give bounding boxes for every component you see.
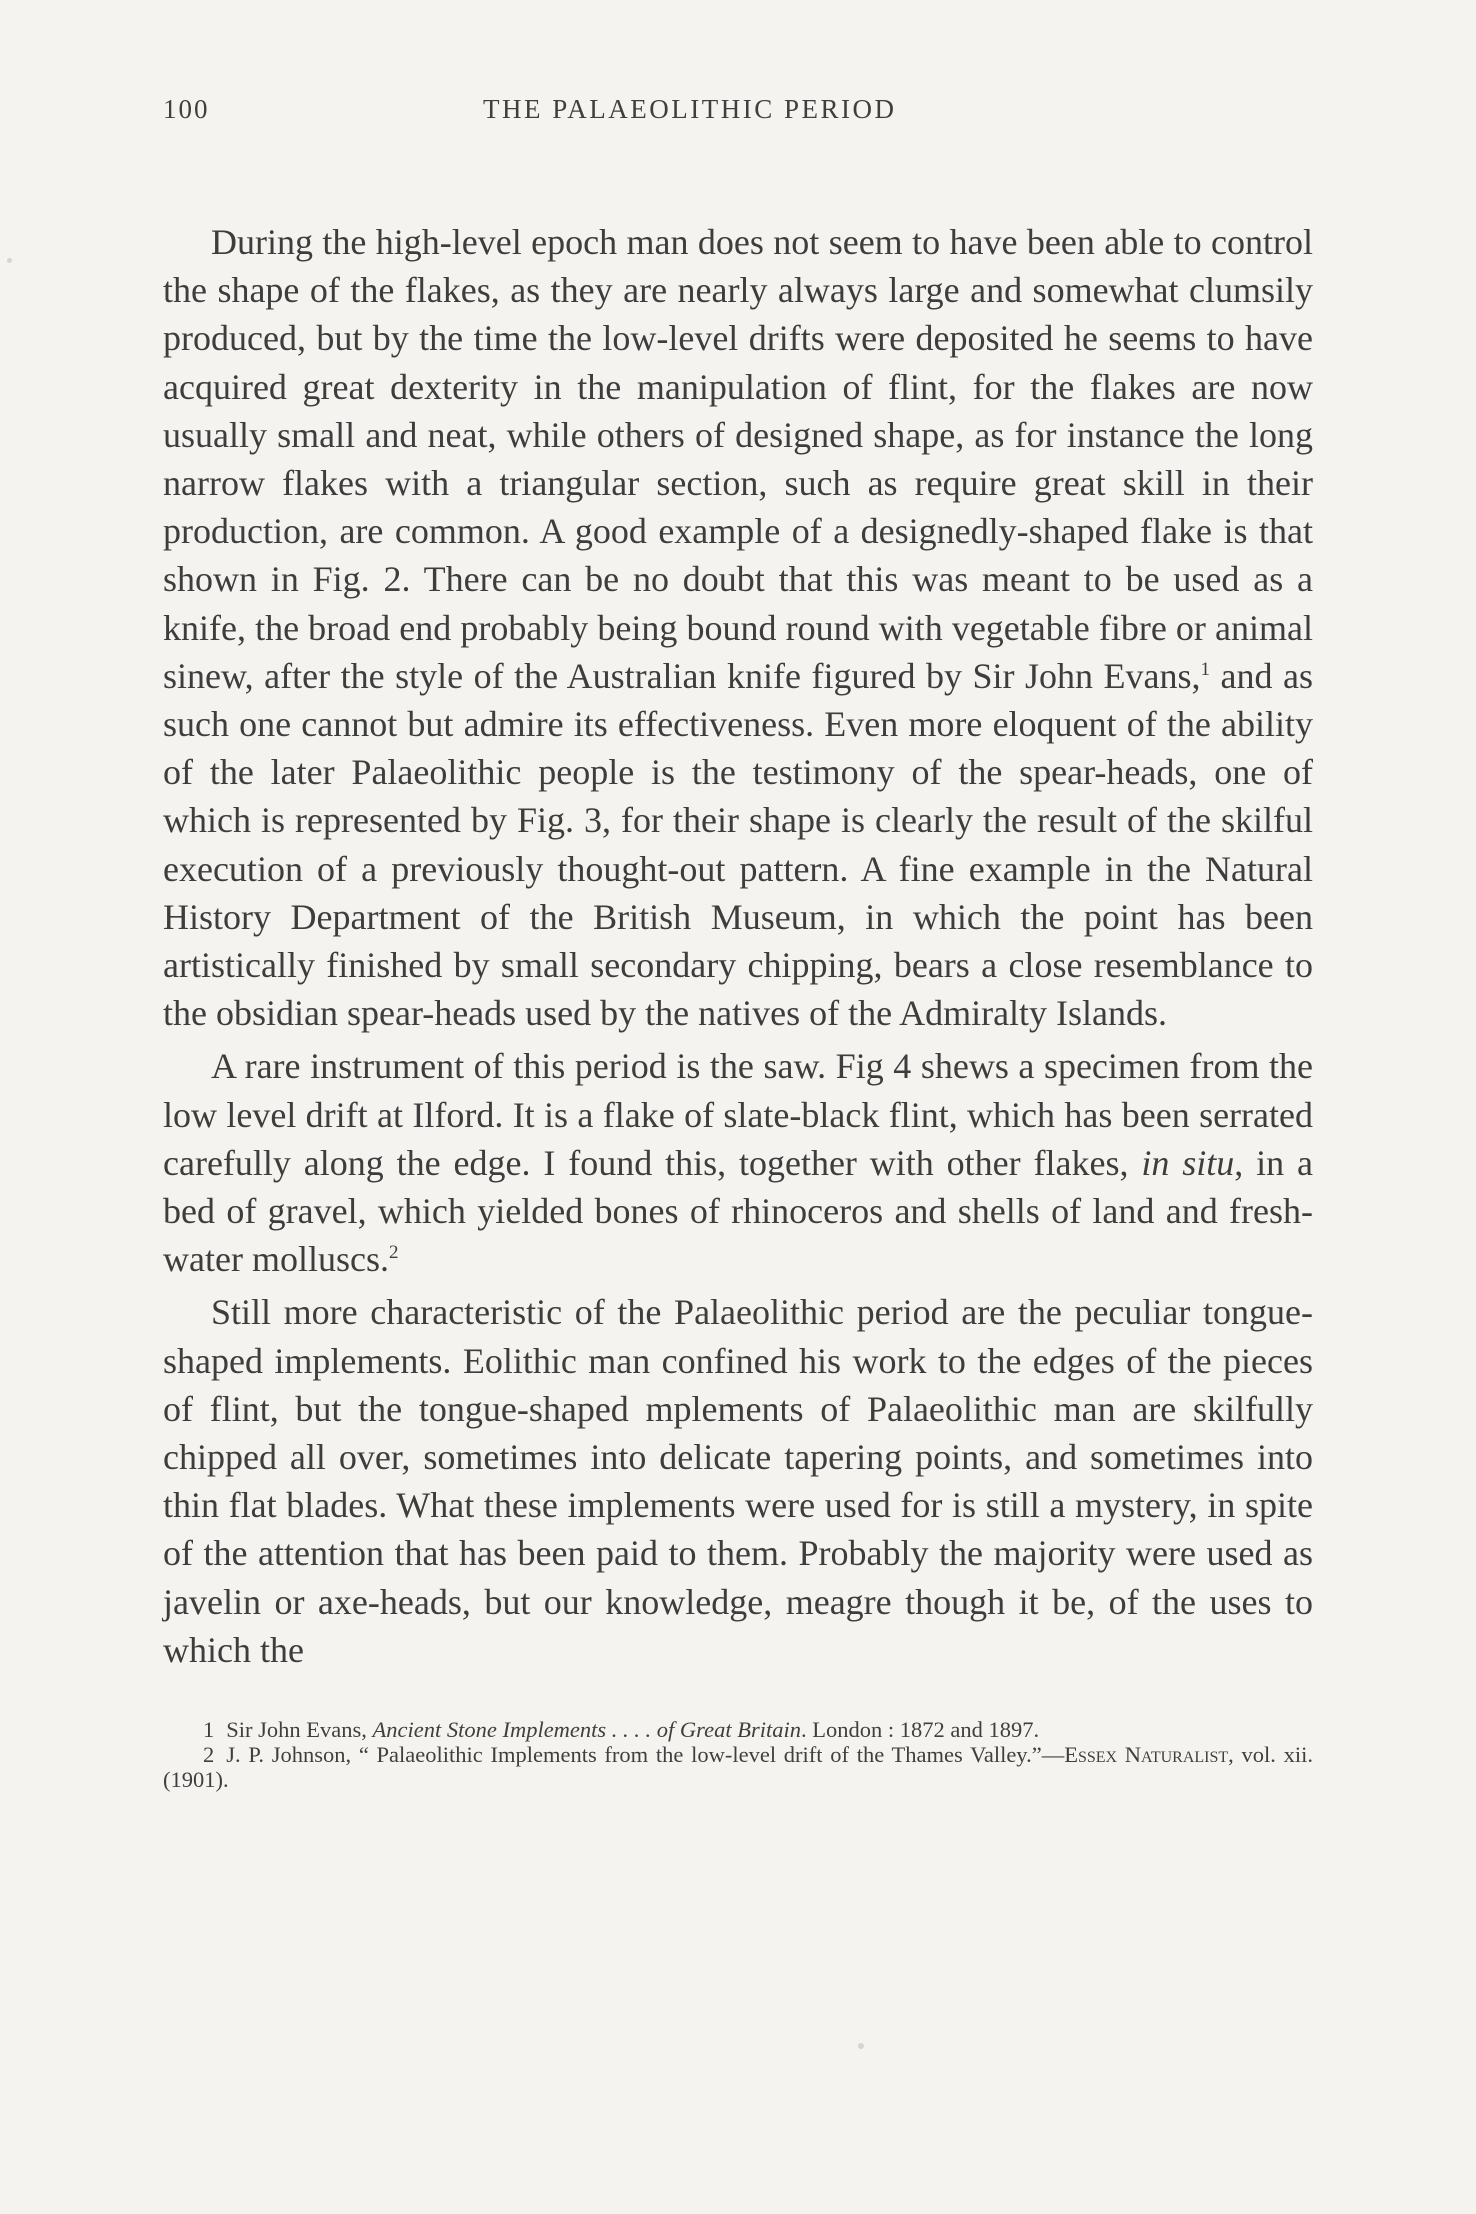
text-run: Still more characteristic of the Palaeolithic period are the peculiar tongue-shaped implements. Eolithic man confined his work to the edges of the pieces of flint, but the tongue-shaped mplements of Palaeolithic man are skilfully chipped all over, sometimes into delicate tapering points, and sometimes into thin flat blades. What these implements were used for is still a mystery, in spite of the attention that has been paid to them. Probably the majority were used as javelin or axe-heads, but our knowledge, meagre though it be, of the uses to which the — [163, 1292, 1313, 1670]
page-speck — [858, 2043, 864, 2049]
text-run: J. P. Johnson, “ Palaeolithic Implements from the low-level drift of the Thames Valley.”— — [226, 1742, 1065, 1768]
paragraph — [163, 218, 1313, 1037]
small-caps-text: Essex Naturalist — [1064, 1742, 1229, 1768]
footnote-number: 1 — [203, 1717, 215, 1743]
body-text — [163, 218, 1313, 1674]
running-head — [163, 88, 1313, 132]
running-title: THE PALAEOLITHIC PERIOD — [483, 94, 897, 124]
footnote — [163, 1742, 1313, 1792]
footnote-reference: 1 — [1200, 658, 1211, 680]
text-run: . London : 1872 and 1897. — [800, 1717, 1040, 1743]
paragraph — [163, 1288, 1313, 1674]
italic-text: in situ — [1141, 1142, 1235, 1183]
text-run: , vol. xii. (1901). — [163, 1742, 1313, 1793]
book-page — [163, 88, 1313, 2178]
page-speck — [7, 258, 12, 263]
text-run: A rare instrument of this period is the saw. Fig 4 shews a specimen from the low level drift at Ilford. It is a flake of slate-black flint, which has been serrated carefully along the edge. I found this, together with other flakes, — [163, 1046, 1313, 1183]
footnote — [163, 1717, 1313, 1742]
footnote-number: 2 — [203, 1742, 215, 1768]
paragraph — [163, 1042, 1313, 1283]
text-run: , in a bed of gravel, which yielded bones of rhinoceros and shells of land and fresh-water molluscs. — [163, 1142, 1314, 1280]
text-run: and as such one cannot but admire its effectiveness. Even more eloquent of the ability of the later Palaeolithic people is the testimony of the spear-heads, one of which is represented by Fig. 3, for their shape is clearly the result of the skilful execution of a previously thought-out pattern. A fine example in the Natural History Department of the British Museum, in which the point has been artistically finished by small secondary chipping, bears a close resemblance to the obsidian spear-heads used by the natives of the Admiralty Islands. — [163, 655, 1313, 1034]
text-run: During the high-level epoch man does not seem to have been able to control the shape of the flakes, as they are nearly always large and somewhat clumsily produced, but by the time the low-level drifts were deposited he seems to have acquired great dexterity in the manipulation of flint, for the flakes are now usually small and neat, while others of designed shape, as for instance the long narrow flakes with a triangular section, such as require great skill in their production, are common. A good example of a designedly-shaped flake is that shown in Fig. 2. There can be no doubt that this was meant to be used as a knife, the broad end probably being bound round with vegetable fibre or animal sinew, after the style of the Australian knife figured by Sir John Evans, — [163, 222, 1313, 696]
footnote-reference: 2 — [388, 1242, 399, 1264]
italic-text: Ancient Stone Implements . . . . of Great Britain — [372, 1717, 801, 1743]
page-number: 100 — [163, 94, 210, 124]
footnotes — [163, 1717, 1313, 1792]
text-run: Sir John Evans, — [226, 1717, 373, 1743]
